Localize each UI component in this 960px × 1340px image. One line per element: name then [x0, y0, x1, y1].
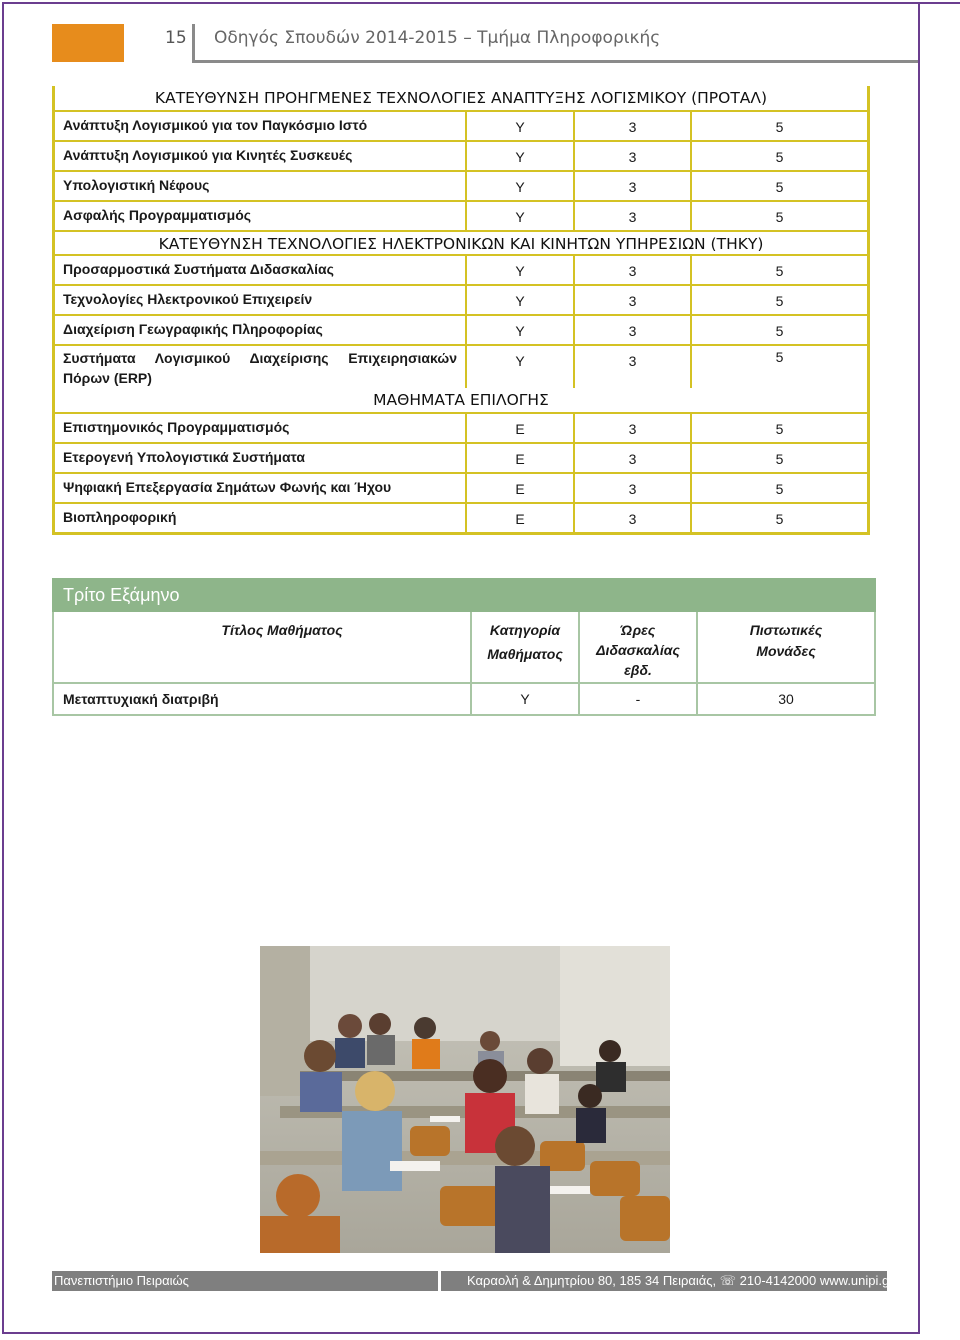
course-title: Υπολογιστική Νέφους — [63, 177, 210, 193]
course-credits: 5 — [690, 316, 867, 344]
table-header-row — [54, 612, 874, 682]
section-heading: ΚΑΤΕΥΘΥΝΣΗ ΤΕΧΝΟΛΟΓΙΕΣ ΗΛΕΚΤΡΟΝΙΚΩΝ ΚΑΙ ΚΙΝΗΤΩΝ ΥΠΗΡΕΣΙΩΝ (ΤΗΚΥ) — [55, 230, 867, 254]
course-hours: 3 — [573, 444, 690, 472]
course-title: Ανάπτυξη Λογισμικού για τον Παγκόσμιο Ιστό — [63, 117, 368, 133]
column-header-line: Μαθήματος — [487, 646, 563, 662]
course-category: Ε — [465, 444, 573, 472]
course-credits: 5 — [690, 346, 867, 388]
course-credits: 5 — [690, 172, 867, 200]
course-hours: 3 — [573, 316, 690, 344]
table-row — [55, 314, 867, 344]
course-credits: 5 — [690, 444, 867, 472]
column-header-credits — [696, 612, 874, 682]
course-hours: - — [578, 684, 696, 714]
course-title: Τεχνολογίες Ηλεκτρονικού Επιχειρείν — [63, 291, 313, 307]
students-in-lecture-hall-photo — [260, 946, 670, 1253]
section-heading: ΚΑΤΕΥΘΥΝΣΗ ΠΡΟΗΓΜΕΝΕΣ ΤΕΧΝΟΛΟΓΙΕΣ ΑΝΑΠΤΥΞΗΣ ΛΟΓΙΣΜΙΚΟΥ (ΠΡΟΤΑΛ) — [154, 89, 768, 107]
table-row — [55, 442, 867, 472]
course-title: Επιστημονικός Προγραμματισμός — [63, 419, 290, 435]
course-category: Υ — [465, 256, 573, 284]
course-hours: 3 — [573, 286, 690, 314]
course-credits: 5 — [690, 112, 867, 140]
semester-table — [52, 612, 876, 716]
table-row — [55, 200, 867, 230]
course-credits: 5 — [690, 414, 867, 442]
footer-contact: Καραολή & Δημητρίου 80, 185 34 Πειραιάς, ☏ 210-4142000 www.unipi.gr — [441, 1271, 887, 1291]
course-credits: 30 — [696, 684, 874, 714]
header-divider — [192, 24, 195, 62]
course-hours: 3 — [573, 504, 690, 532]
course-hours: 3 — [573, 172, 690, 200]
course-credits: 5 — [690, 202, 867, 230]
column-header-hours — [578, 612, 696, 682]
header-accent-block — [52, 24, 124, 62]
course-title: Βιοπληροφορική — [63, 509, 177, 525]
table-row — [55, 110, 867, 140]
column-header-line: Μονάδες — [756, 643, 816, 659]
running-header-title: Οδηγός Σπουδών 2014-2015 – Τμήμα Πληροφορικής — [214, 28, 661, 48]
course-title: Προσαρμοστικά Συστήματα Διδασκαλίας — [63, 261, 334, 277]
header-underline — [192, 60, 918, 63]
course-credits: 5 — [690, 286, 867, 314]
course-title: Ανάπτυξη Λογισμικού για Κινητές Συσκευές — [63, 147, 353, 163]
course-title: Ψηφιακή Επεξεργασία Σημάτων Φωνής και Ήχου — [63, 479, 392, 495]
course-category: Ε — [465, 504, 573, 532]
course-hours: 3 — [573, 202, 690, 230]
page-number: 15 — [165, 28, 187, 48]
course-hours: 3 — [573, 112, 690, 140]
course-category: Υ — [465, 316, 573, 344]
course-hours: 3 — [573, 346, 690, 388]
course-credits: 5 — [690, 256, 867, 284]
page-border-extension — [918, 2, 960, 4]
course-category: Υ — [465, 286, 573, 314]
column-header-category — [470, 612, 578, 682]
table-row — [54, 682, 874, 714]
course-credits: 5 — [690, 504, 867, 532]
section-heading: ΜΑΘΗΜΑΤΑ ΕΠΙΛΟΓΗΣ — [373, 391, 549, 409]
course-hours: 3 — [573, 414, 690, 442]
footer-university: Πανεπιστήμιο Πειραιώς — [52, 1271, 438, 1291]
column-header-line: εβδ. — [624, 662, 652, 678]
courses-table — [52, 86, 870, 535]
course-title: Μεταπτυχιακή διατριβή — [63, 691, 219, 707]
course-title: Διαχείριση Γεωγραφικής Πληροφορίας — [63, 321, 323, 337]
course-hours: 3 — [573, 142, 690, 170]
course-hours: 3 — [573, 256, 690, 284]
course-title: Συστήματα Λογισμικού Διαχείρισης Επιχειρησιακών Πόρων (ERP) — [63, 350, 457, 386]
course-category: Υ — [465, 172, 573, 200]
course-category: Υ — [465, 142, 573, 170]
table-row — [55, 140, 867, 170]
course-category: Ε — [465, 474, 573, 502]
course-credits: 5 — [690, 142, 867, 170]
column-header-line: Πιστωτικές — [749, 622, 823, 638]
course-title: Ετερογενή Υπολογιστικά Συστήματα — [63, 449, 306, 465]
column-header-line: Κατηγορία — [489, 622, 561, 638]
table-row — [55, 344, 867, 388]
course-credits: 5 — [690, 474, 867, 502]
column-header-title: Τίτλος Μαθήματος — [221, 622, 343, 638]
course-category: Υ — [465, 112, 573, 140]
course-category: Υ — [465, 346, 573, 388]
column-header-line: Διδασκαλίας — [596, 642, 680, 658]
course-title: Ασφαλής Προγραμματισμός — [63, 207, 252, 223]
course-category: Υ — [465, 202, 573, 230]
table-row — [55, 502, 867, 532]
semester-heading: Τρίτο Εξάμηνο — [52, 578, 876, 612]
table-row — [55, 254, 867, 284]
course-hours: 3 — [573, 474, 690, 502]
column-header-line: Ώρες — [620, 622, 656, 638]
course-category: Ε — [465, 414, 573, 442]
table-row — [55, 412, 867, 442]
table-row — [55, 170, 867, 200]
table-row — [55, 284, 867, 314]
course-category: Υ — [470, 684, 578, 714]
table-row — [55, 472, 867, 502]
